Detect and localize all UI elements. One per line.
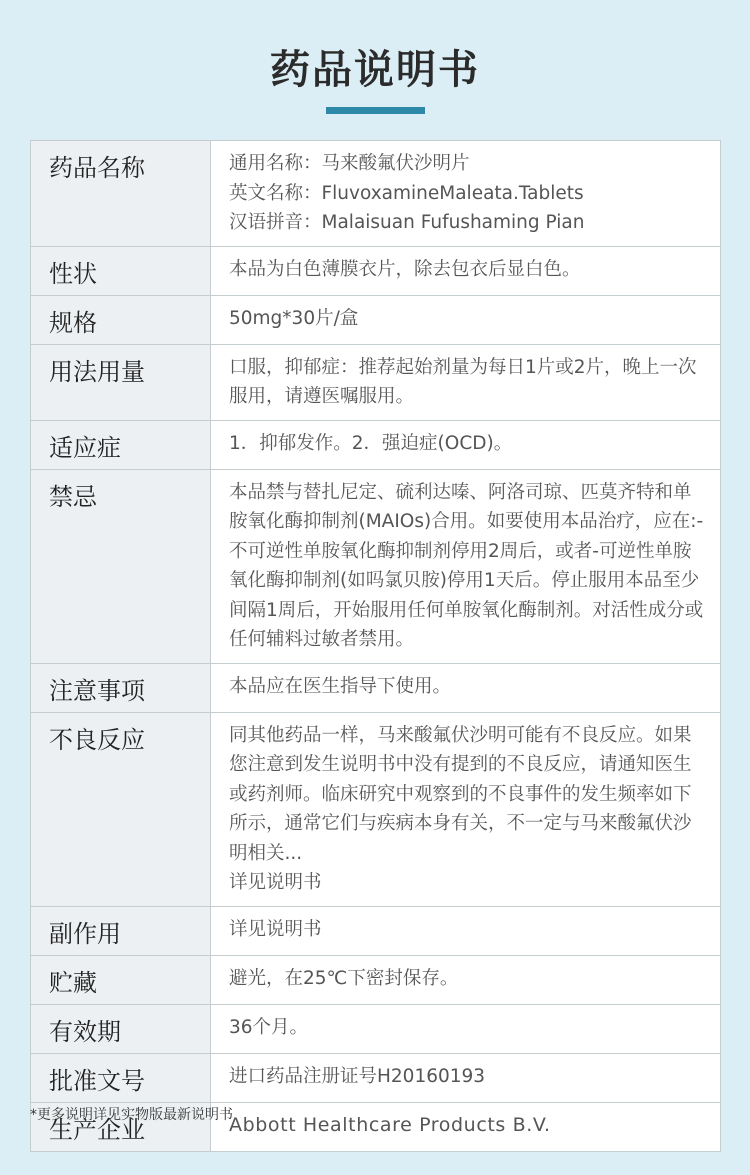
row-value: 1．抑郁发作。2．强迫症(OCD)。 [211, 420, 721, 469]
row-shelf-life [31, 1004, 721, 1053]
row-label: 适应症 [31, 420, 211, 469]
row-label: 用法用量 [31, 344, 211, 420]
pinyin-name: 汉语拼音：Malaisuan Fufushaming Pian [229, 212, 585, 233]
row-value: 50mg*30片/盒 [211, 295, 721, 344]
row-value: 详见说明书 [211, 906, 721, 955]
row-value [211, 712, 721, 906]
row-drug-name [31, 141, 721, 247]
row-label: 不良反应 [31, 712, 211, 906]
row-value: Abbott Healthcare Products B.V. [211, 1102, 721, 1151]
row-precautions [31, 663, 721, 712]
see-leaflet-text: 详见说明书 [229, 872, 322, 893]
title-underline [326, 107, 425, 114]
row-indications [31, 420, 721, 469]
adverse-reactions-text: 同其他药品一样，马来酸氟伏沙明可能有不良反应。如果您注意到发生说明书中没有提到的不良反应，请通知医生或药剂师。临床研究中观察到的不良事件的发生频率如下所示，通常它们与疾病本身有关，不一定与马来酸氟伏沙明相关... [229, 724, 692, 864]
row-value: 本品为白色薄膜衣片，除去包衣后显白色。 [211, 246, 721, 295]
row-value [211, 141, 721, 247]
row-label: 贮藏 [31, 955, 211, 1004]
row-label: 批准文号 [31, 1053, 211, 1102]
drug-info-table [30, 140, 721, 1152]
row-approval-number [31, 1053, 721, 1102]
row-value: 避光，在25℃下密封保存。 [211, 955, 721, 1004]
row-label: 有效期 [31, 1004, 211, 1053]
row-value: 本品禁与替扎尼定、硫利达嗪、阿洛司琼、匹莫齐特和单胺氧化酶抑制剂(MAIOs)合用。如要使用本品治疗，应在:-不可逆性单胺氧化酶抑制剂停用2周后，或者-可逆性单胺氧化酶抑制剂(如吗氯贝胺)停用1天后。停止服用本品至少间隔1周后，开始服用任何单胺氧化酶制剂。对活性成分或任何辅料过敏者禁用。 [211, 469, 721, 663]
row-value: 口服，抑郁症：推荐起始剂量为每日1片或2片，晚上一次服用，请遵医嘱服用。 [211, 344, 721, 420]
row-value: 本品应在医生指导下使用。 [211, 663, 721, 712]
generic-name: 通用名称：马来酸氟伏沙明片 [229, 153, 470, 174]
row-contraindications [31, 469, 721, 663]
row-label: 规格 [31, 295, 211, 344]
row-storage [31, 955, 721, 1004]
row-label: 禁忌 [31, 469, 211, 663]
row-label: 药品名称 [31, 141, 211, 247]
footnote: *更多说明详见实物版最新说明书 [30, 1107, 233, 1123]
row-specification [31, 295, 721, 344]
row-adverse-reactions [31, 712, 721, 906]
row-label: 副作用 [31, 906, 211, 955]
page-title: 药品说明书 [270, 47, 480, 93]
row-label: 注意事项 [31, 663, 211, 712]
row-label: 性状 [31, 246, 211, 295]
row-side-effects [31, 906, 721, 955]
row-value: 进口药品注册证号H20160193 [211, 1053, 721, 1102]
row-appearance [31, 246, 721, 295]
row-dosage [31, 344, 721, 420]
row-label: 生产企业 [31, 1102, 211, 1151]
row-value: 36个月。 [211, 1004, 721, 1053]
english-name: 英文名称：FluvoxamineMaleata.Tablets [229, 182, 584, 204]
